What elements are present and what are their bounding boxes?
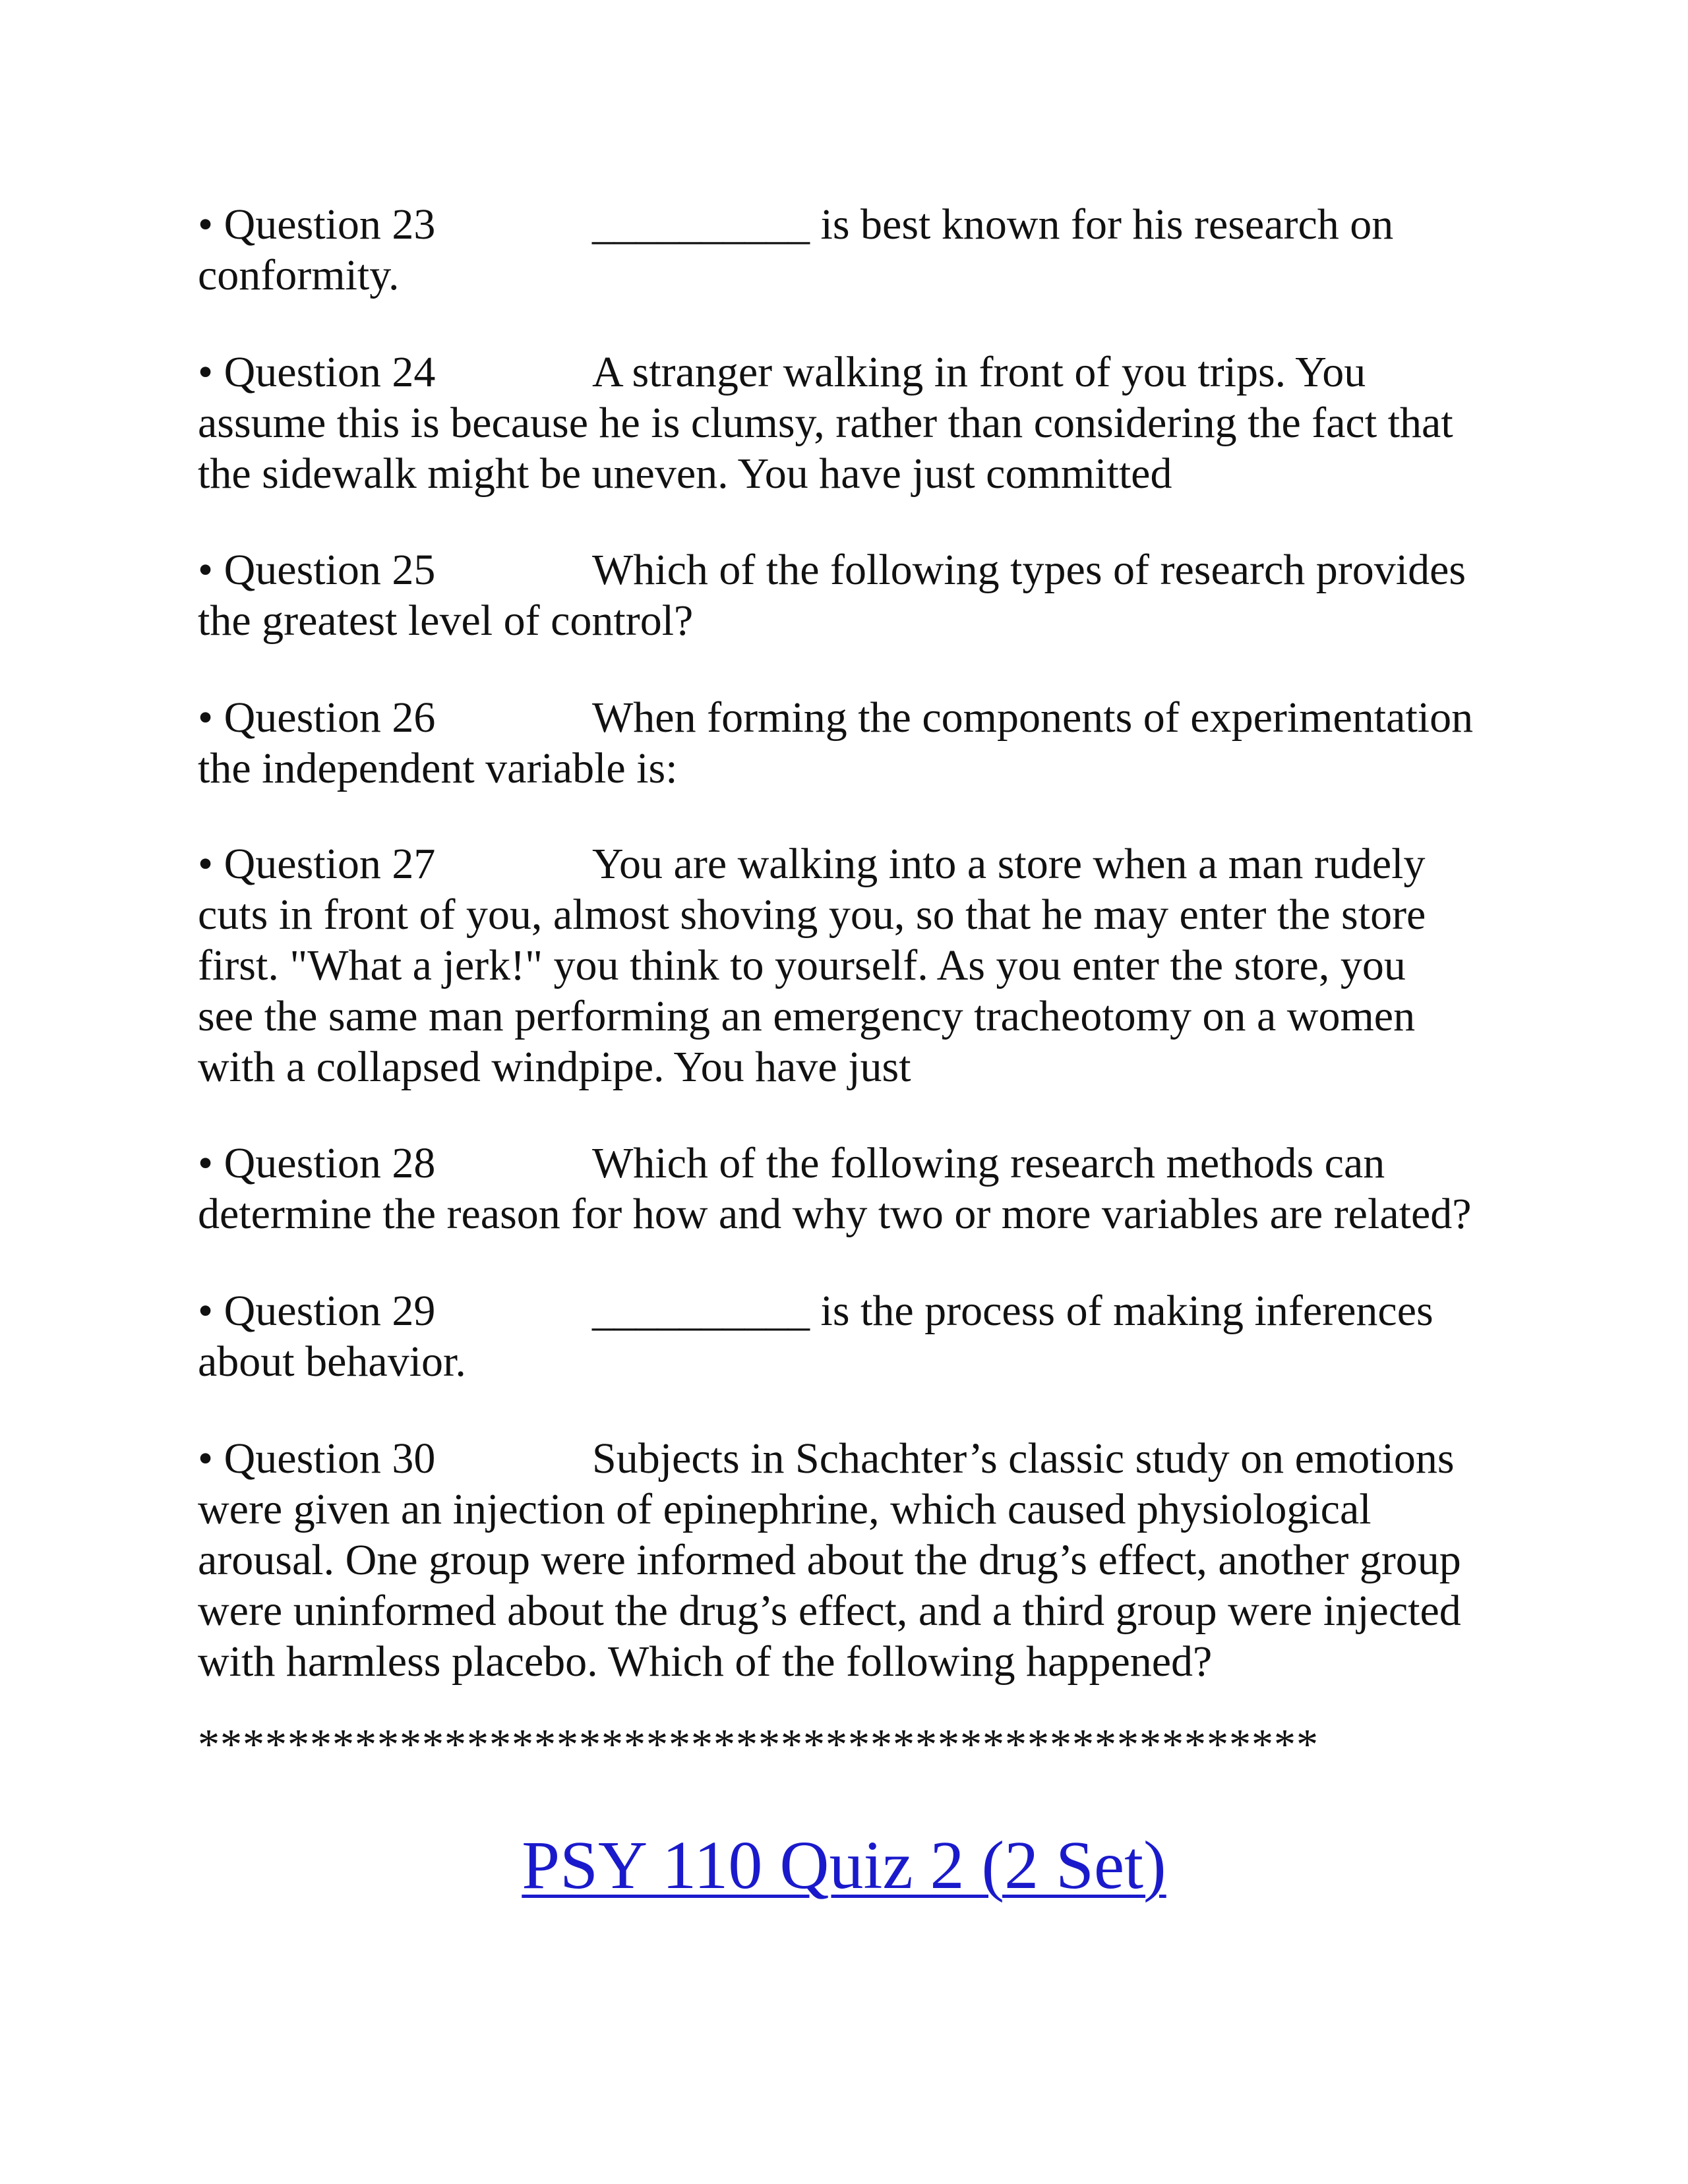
question-26 [198,692,1517,794]
question-text: __________ is the process of making inferences [592,1287,1433,1335]
question-label: • Question 26 [198,694,436,742]
question-text: see the same man performing an emergency tracheotomy on a women [198,992,1416,1040]
question-text: with harmless placebo. Which of the following happened? [198,1638,1213,1686]
question-label: • Question 29 [198,1287,436,1335]
question-line [198,692,1517,743]
question-text: the greatest level of control? [198,597,694,645]
question-text: assume this is because he is clumsy, rather than considering the fact that [198,399,1453,447]
question-text: When forming the components of experimentation [592,694,1474,742]
question-text: arousal. One group were informed about the drug’s effect, another group [198,1536,1461,1584]
question-30 [198,1433,1517,1687]
footer-link-container [0,1826,1688,1905]
question-text: __________ is best known for his research on [592,200,1394,249]
question-29 [198,1285,1517,1387]
question-text: Which of the following research methods can [592,1139,1385,1187]
question-text: first. "What a jerk!" you think to yourself. As you enter the store, you [198,941,1406,989]
question-label: • Question 30 [198,1434,436,1483]
question-text: cuts in front of you, almost shoving you, so that he may enter the store [198,891,1426,939]
question-line [198,347,1517,398]
question-24 [198,347,1517,499]
question-text: with a collapsed windpipe. You have just [198,1043,911,1091]
question-line [198,1138,1517,1189]
question-text: determine the reason for how and why two or more variables are related? [198,1190,1472,1238]
question-27 [198,839,1517,1092]
question-text: conformity. [198,251,400,299]
asterisk-separator: ************************************************** [198,1721,1319,1769]
question-text: Subjects in Schachter’s classic study on emotions [592,1434,1455,1483]
question-line [198,839,1517,889]
question-text: the sidewalk might be uneven. You have just committed [198,450,1172,498]
question-label: • Question 28 [198,1139,436,1187]
question-label: • Question 25 [198,546,436,594]
quiz-link[interactable]: PSY 110 Quiz 2 (2 Set) [522,1827,1166,1903]
question-28 [198,1138,1517,1239]
question-line [198,199,1517,250]
question-text: were given an injection of epinephrine, which caused physiological [198,1485,1372,1533]
question-text: about behavior. [198,1338,466,1386]
question-line [198,1433,1517,1484]
question-text: the independent variable is: [198,744,678,792]
question-text: You are walking into a store when a man rudely [592,840,1426,888]
question-text: A stranger walking in front of you trips. You [592,348,1366,396]
question-line [198,1285,1517,1336]
question-label: • Question 24 [198,348,436,396]
question-25 [198,545,1517,646]
question-text: Which of the following types of research provides [592,546,1466,594]
question-23 [198,199,1517,301]
question-label: • Question 27 [198,840,436,888]
question-label: • Question 23 [198,200,436,249]
question-text: were uninformed about the drug’s effect, and a third group were injected [198,1587,1461,1635]
question-line [198,545,1517,595]
